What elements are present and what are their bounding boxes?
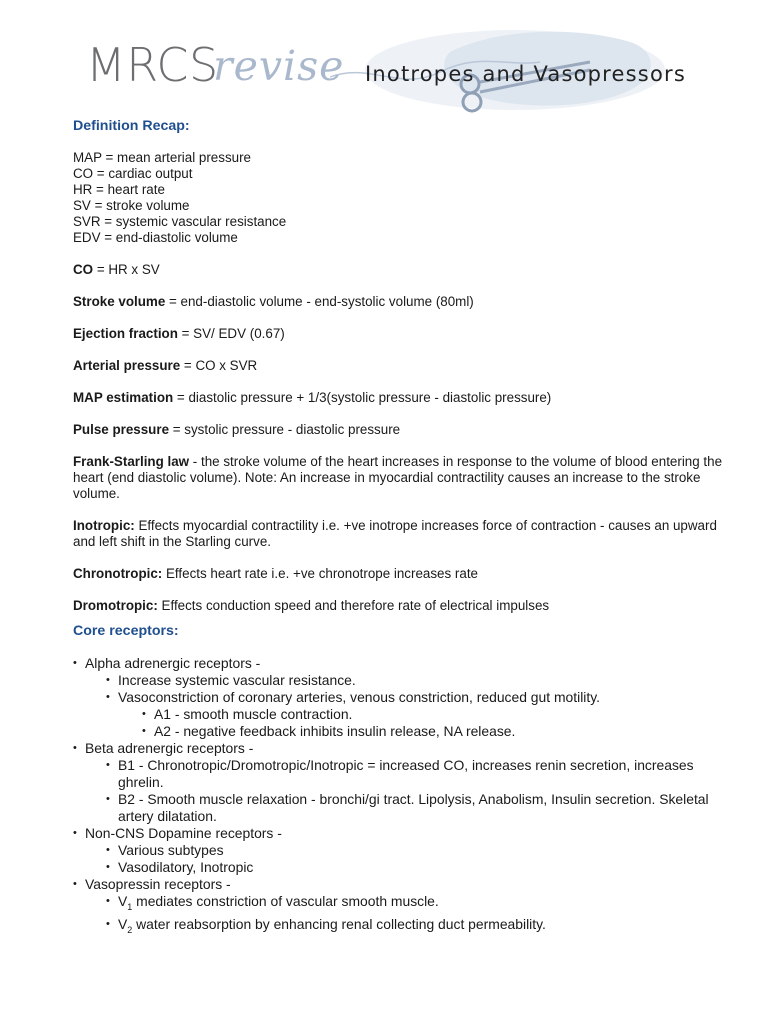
list-item: • Vasoconstriction of coronary arteries, venous constriction, reduced gut motility.: [73, 689, 723, 706]
v1-text: mediates constriction of vascular smooth muscle.: [132, 893, 439, 909]
term: Inotropic:: [73, 518, 135, 533]
term: Arterial pressure: [73, 358, 181, 373]
term-text: - the stroke volume of the heart increases in response to the volume of blood entering the heart (end diastolic volume). Note: An increase in myocardial contractility causes an increase to the stroke volume.: [73, 454, 723, 501]
list-item: • Vasopressin receptors -: [73, 876, 723, 893]
abbreviation-line: MAP = mean arterial pressure: [73, 150, 252, 165]
term: Pulse pressure: [73, 422, 170, 437]
list-item: • Various subtypes: [73, 842, 723, 859]
list-item: [73, 893, 723, 916]
stroke-volume-definition: [73, 294, 723, 310]
term-text: Effects conduction speed and therefore rate of electrical impulses: [157, 598, 550, 613]
v1-prefix: V: [118, 893, 128, 909]
chronotropic-definition: [73, 566, 723, 582]
list-item: [73, 916, 723, 939]
term-text: = end-diastolic volume - end-systolic volume (80ml): [165, 294, 474, 309]
page-header: [0, 0, 768, 125]
term: Ejection fraction: [73, 326, 178, 341]
term: MAP estimation: [73, 390, 174, 405]
list-item: • A2 - negative feedback inhibits insulin release, NA release.: [73, 723, 723, 740]
map-estimation-definition: [73, 390, 723, 406]
term: Chronotropic:: [73, 566, 163, 581]
brand-revise: revise: [213, 42, 345, 90]
list-item: • B1 - Chronotropic/Dromotropic/Inotropic = increased CO, increases renin secretion, increases ghrelin.: [73, 757, 723, 791]
receptor-list: [73, 655, 723, 939]
term-text: = HR x SV: [93, 262, 160, 277]
document-body: [73, 118, 723, 939]
core-receptors-heading: Core receptors:: [73, 623, 179, 639]
ejection-fraction-definition: [73, 326, 723, 342]
abbreviation-line: HR = heart rate: [73, 182, 165, 197]
v2-subscript: 2: [127, 924, 133, 935]
arterial-pressure-definition: [73, 358, 723, 374]
co-definition: [73, 262, 723, 278]
abbreviation-line: SV = stroke volume: [73, 198, 190, 213]
list-item: • Vasodilatory, Inotropic: [73, 859, 723, 876]
list-item: • B2 - Smooth muscle relaxation - bronchi/gi tract. Lipolysis, Anabolism, Insulin secretion. Skeletal artery dilatation.: [73, 791, 723, 825]
term-text: Effects heart rate i.e. +ve chronotrope increases rate: [162, 566, 478, 581]
term-text: Effects myocardial contractility i.e. +ve inotrope increases force of contraction - causes an upward and left shift in the Starling curve.: [73, 518, 717, 549]
term-text: = CO x SVR: [180, 358, 258, 373]
term: Frank-Starling law: [73, 454, 190, 469]
abbreviation-line: CO = cardiac output: [73, 166, 193, 181]
abbreviation-line: EDV = end-diastolic volume: [73, 230, 238, 245]
abbreviation-list: [73, 150, 723, 246]
document-title: Inotropes and Vasopressors: [365, 62, 686, 86]
abbreviation-line: SVR = systemic vascular resistance: [73, 214, 287, 229]
term-text: = SV/ EDV (0.67): [177, 326, 285, 341]
list-item: • Alpha adrenergic receptors -: [73, 655, 723, 672]
term: CO: [73, 262, 94, 277]
list-item: • Increase systemic vascular resistance.: [73, 672, 723, 689]
list-item: • A1 - smooth muscle contraction.: [73, 706, 723, 723]
dromotropic-definition: [73, 598, 723, 614]
term: Stroke volume: [73, 294, 166, 309]
definition-heading: Definition Recap:: [73, 118, 190, 134]
term-text: = diastolic pressure + 1/3(systolic pressure - diastolic pressure): [173, 390, 552, 405]
inotropic-definition: [73, 518, 723, 550]
brand-mrcs: MRCS: [86, 38, 219, 92]
pulse-pressure-definition: [73, 422, 723, 438]
term-text: = systolic pressure - diastolic pressure: [169, 422, 401, 437]
v2-text: water reabsorption by enhancing renal collecting duct permeability.: [132, 915, 546, 932]
term: Dromotropic:: [73, 598, 158, 613]
list-item: • Non-CNS Dopamine receptors -: [73, 825, 723, 842]
v2-prefix: V: [118, 915, 128, 932]
list-item: • Beta adrenergic receptors -: [73, 740, 723, 757]
frank-starling-definition: [73, 454, 723, 502]
v1-subscript: 1: [127, 901, 133, 912]
